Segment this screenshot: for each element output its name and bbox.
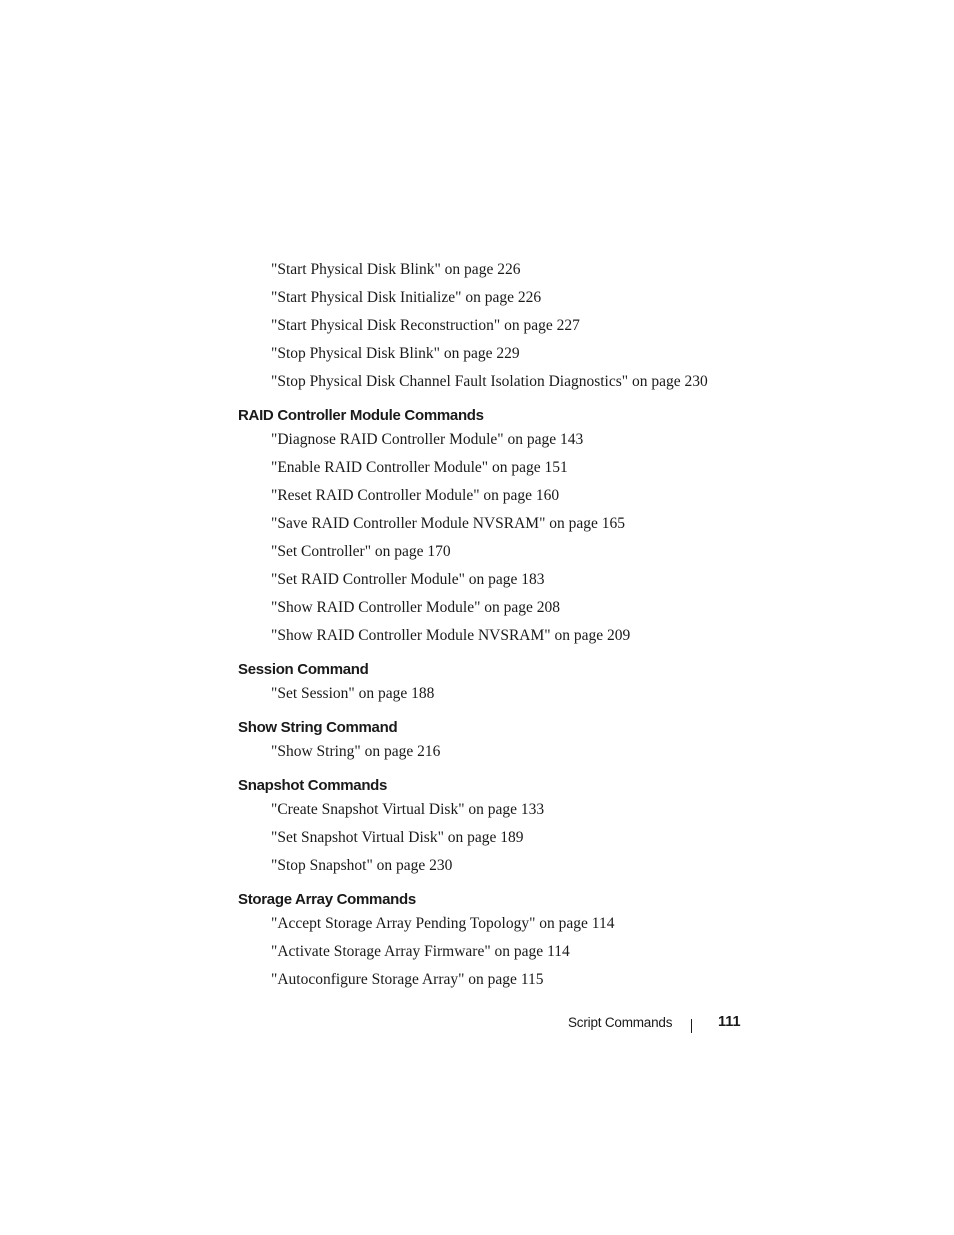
index-entry: "Show RAID Controller Module" on page 208	[271, 599, 561, 616]
page-number: 111	[718, 1014, 741, 1030]
page-content	[238, 256, 758, 994]
section-heading: RAID Controller Module Commands	[238, 407, 484, 424]
section-snapshot-commands	[238, 776, 758, 880]
index-entry: "Show RAID Controller Module NVSRAM" on page 209	[271, 627, 631, 644]
index-entry: "Diagnose RAID Controller Module" on page 143	[271, 431, 584, 448]
index-entry: "Reset RAID Controller Module" on page 160	[271, 487, 560, 504]
index-entry: "Set Snapshot Virtual Disk" on page 189	[271, 829, 524, 846]
index-entry: "Start Physical Disk Initialize" on page 226	[271, 289, 542, 306]
index-entry: "Set Controller" on page 170	[271, 543, 451, 560]
footer-separator	[691, 1019, 692, 1033]
section-heading: Session Command	[238, 661, 369, 678]
section-show-string-command	[238, 718, 758, 766]
index-entry: "Stop Snapshot" on page 230	[271, 857, 453, 874]
section-heading: Snapshot Commands	[238, 777, 388, 794]
index-entry: "Set RAID Controller Module" on page 183	[271, 571, 545, 588]
section-heading: Show String Command	[238, 719, 398, 736]
index-entry: "Activate Storage Array Firmware" on page 114	[271, 943, 570, 960]
footer-title: Script Commands	[568, 1015, 673, 1030]
index-entry: "Stop Physical Disk Blink" on page 229	[271, 345, 520, 362]
index-entry: "Enable RAID Controller Module" on page 151	[271, 459, 568, 476]
index-entry: "Set Session" on page 188	[271, 685, 435, 702]
section-raid-controller-module-commands	[238, 406, 758, 650]
index-entry: "Start Physical Disk Reconstruction" on page 227	[271, 317, 580, 334]
page-footer	[560, 1013, 742, 1035]
index-entry: "Autoconfigure Storage Array" on page 115	[271, 971, 544, 988]
lead-entries	[238, 256, 758, 396]
index-entry: "Stop Physical Disk Channel Fault Isolation Diagnostics" on page 230	[271, 373, 708, 390]
index-entry: "Start Physical Disk Blink" on page 226	[271, 261, 521, 278]
index-entry: "Accept Storage Array Pending Topology" on page 114	[271, 915, 615, 932]
section-storage-array-commands	[238, 890, 758, 994]
index-entry: "Create Snapshot Virtual Disk" on page 133	[271, 801, 545, 818]
section-heading: Storage Array Commands	[238, 891, 416, 908]
index-entry: "Show String" on page 216	[271, 743, 441, 760]
index-entry: "Save RAID Controller Module NVSRAM" on page 165	[271, 515, 626, 532]
section-session-command	[238, 660, 758, 708]
